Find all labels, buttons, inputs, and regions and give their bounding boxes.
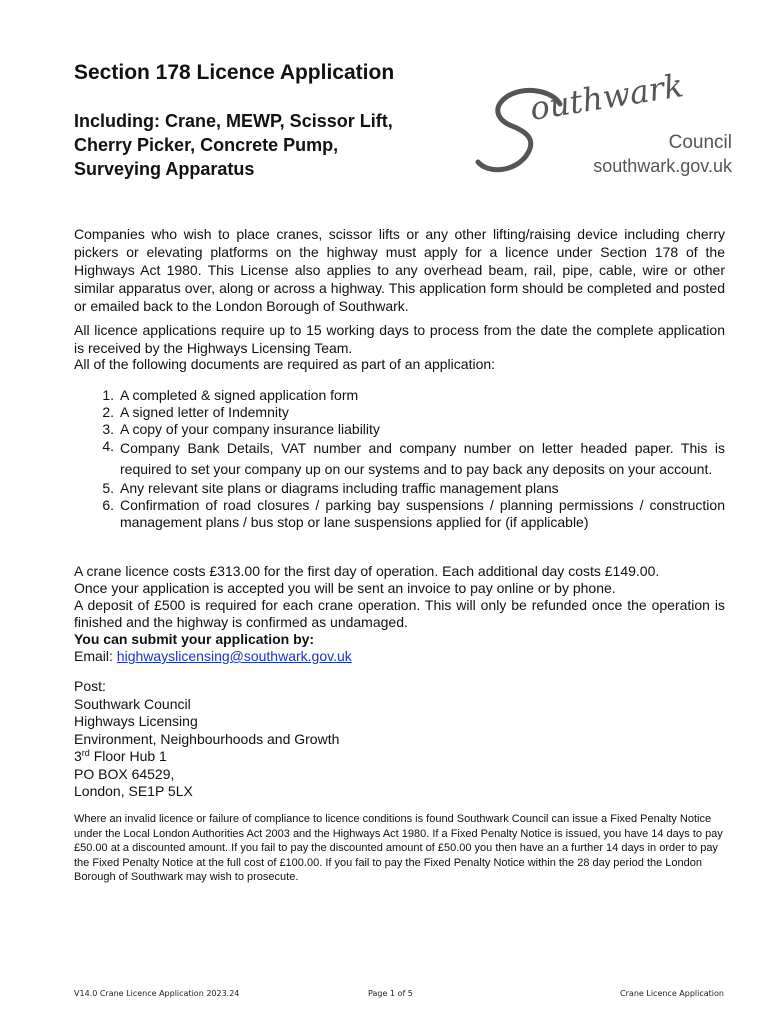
list-text: Company Bank Details, VAT number and company number on letter headed paper. This is required to set your company up on our systems and to pay back any deposits on your account. [120,440,725,477]
floor-rest: Floor Hub 1 [89,748,167,764]
list-number: 2. [102,404,114,420]
list-item [74,404,725,421]
costs-section [74,563,725,665]
list-number: 6. [102,497,114,513]
crane-licence-cost: A crane licence costs £313.00 for the first day of operation. Each additional day costs £149.00. [74,563,660,579]
logo-website-text: southwark.gov.uk [593,156,732,176]
list-item [74,497,725,531]
list-number: 4. [102,438,114,454]
email-line [74,648,725,665]
address-line: Environment, Neighbourhoods and Growth [74,730,340,747]
address-line: PO BOX 64529, [74,765,175,782]
email-label: Email: [74,648,117,664]
address-line: Highways Licensing [74,713,198,729]
logo-wordmark: outhwark [527,66,686,128]
footer-version: V14.0 Crane Licence Application 2023.24 [74,989,240,998]
postal-address [74,678,339,801]
subtitle-line: Surveying Apparatus [74,159,255,179]
email-link[interactable]: highwayslicensing@southwark.gov.uk [116,648,352,664]
floor-number: 3 [74,748,82,764]
requirements-list [74,387,725,531]
invoice-info: Once your application is accepted you will be sent an invoice to pay online or by phone. [74,580,616,596]
list-text: A completed & signed application form [120,387,359,403]
southwark-council-logo [474,62,736,187]
list-item [74,438,725,480]
list-item [74,387,725,404]
address-line-floor [74,748,339,766]
processing-paragraph: All licence applications require up to 15 working days to process from the date the complete application is received by the Highways Licensing Team. [74,322,725,356]
list-text: Confirmation of road closures / parking bay suspensions / planning permissions / construction management plans / bus stop or lane suspensions applied for (if applicable) [120,497,725,530]
submit-heading: You can submit your application by: [74,631,315,647]
list-text: A signed letter of Indemnity [120,404,289,420]
list-number: 3. [102,421,114,437]
subtitle-line: Cherry Picker, Concrete Pump, [74,135,339,155]
floor-ordinal: rd [81,748,90,758]
post-label: Post: [74,678,106,694]
list-item [74,421,725,438]
list-text: A copy of your company insurance liability [120,421,380,437]
footer-page-number: Page 1 of 5 [368,989,413,998]
logo-council-text: Council [668,132,732,153]
footer-doc-title: Crane Licence Application [620,989,724,998]
list-number: 1. [102,387,114,403]
list-number: 5. [102,480,114,496]
list-item [74,480,725,497]
page-subtitle [74,109,474,181]
subtitle-line: Including: Crane, MEWP, Scissor Lift, [74,111,393,131]
deposit-info: A deposit of £500 is required for each crane operation. This will only be refunded once the operation is finished and the highway is confirmed as undamaged. [74,597,725,630]
address-line: London, SE1P 5LX [74,783,193,799]
page-title: Section 178 Licence Application [74,61,395,84]
intro-paragraph: Companies who wish to place cranes, scissor lifts or any other lifting/raising device including cherry pickers or elevating platforms on the highway must apply for a licence under Section 178 of the Highways Act 1980. This License also applies to any overhead beam, rail, pipe, cable, wire or other similar apparatus over, along or across a highway. This application form should be completed and posted or emailed back to the London Borough of Southwark. [74,226,725,314]
list-text: Any relevant site plans or diagrams including traffic management plans [120,480,559,496]
documents-intro: All of the following documents are required as part of an application: [74,356,496,372]
penalty-notice: Where an invalid licence or failure of compliance to licence conditions is found Southwark Council can issue a Fixed Penalty Notice under the Local London Authorities Act 2003 and the Highways Act 1980. If a Fixed Penalty Notice is issued, you have 14 days to pay £50.00 at a discounted amount. If you fail to pay the discounted amount of £50.00 you then have an a further 14 days in order to pay the Fixed Penalty Notice at the full cost of £100.00. If you fail to pay the Fixed Penalty Notice within the 28 day period the London Borough of Southwark may wish to prosecute. [74,813,723,883]
address-line: Southwark Council [74,695,191,712]
